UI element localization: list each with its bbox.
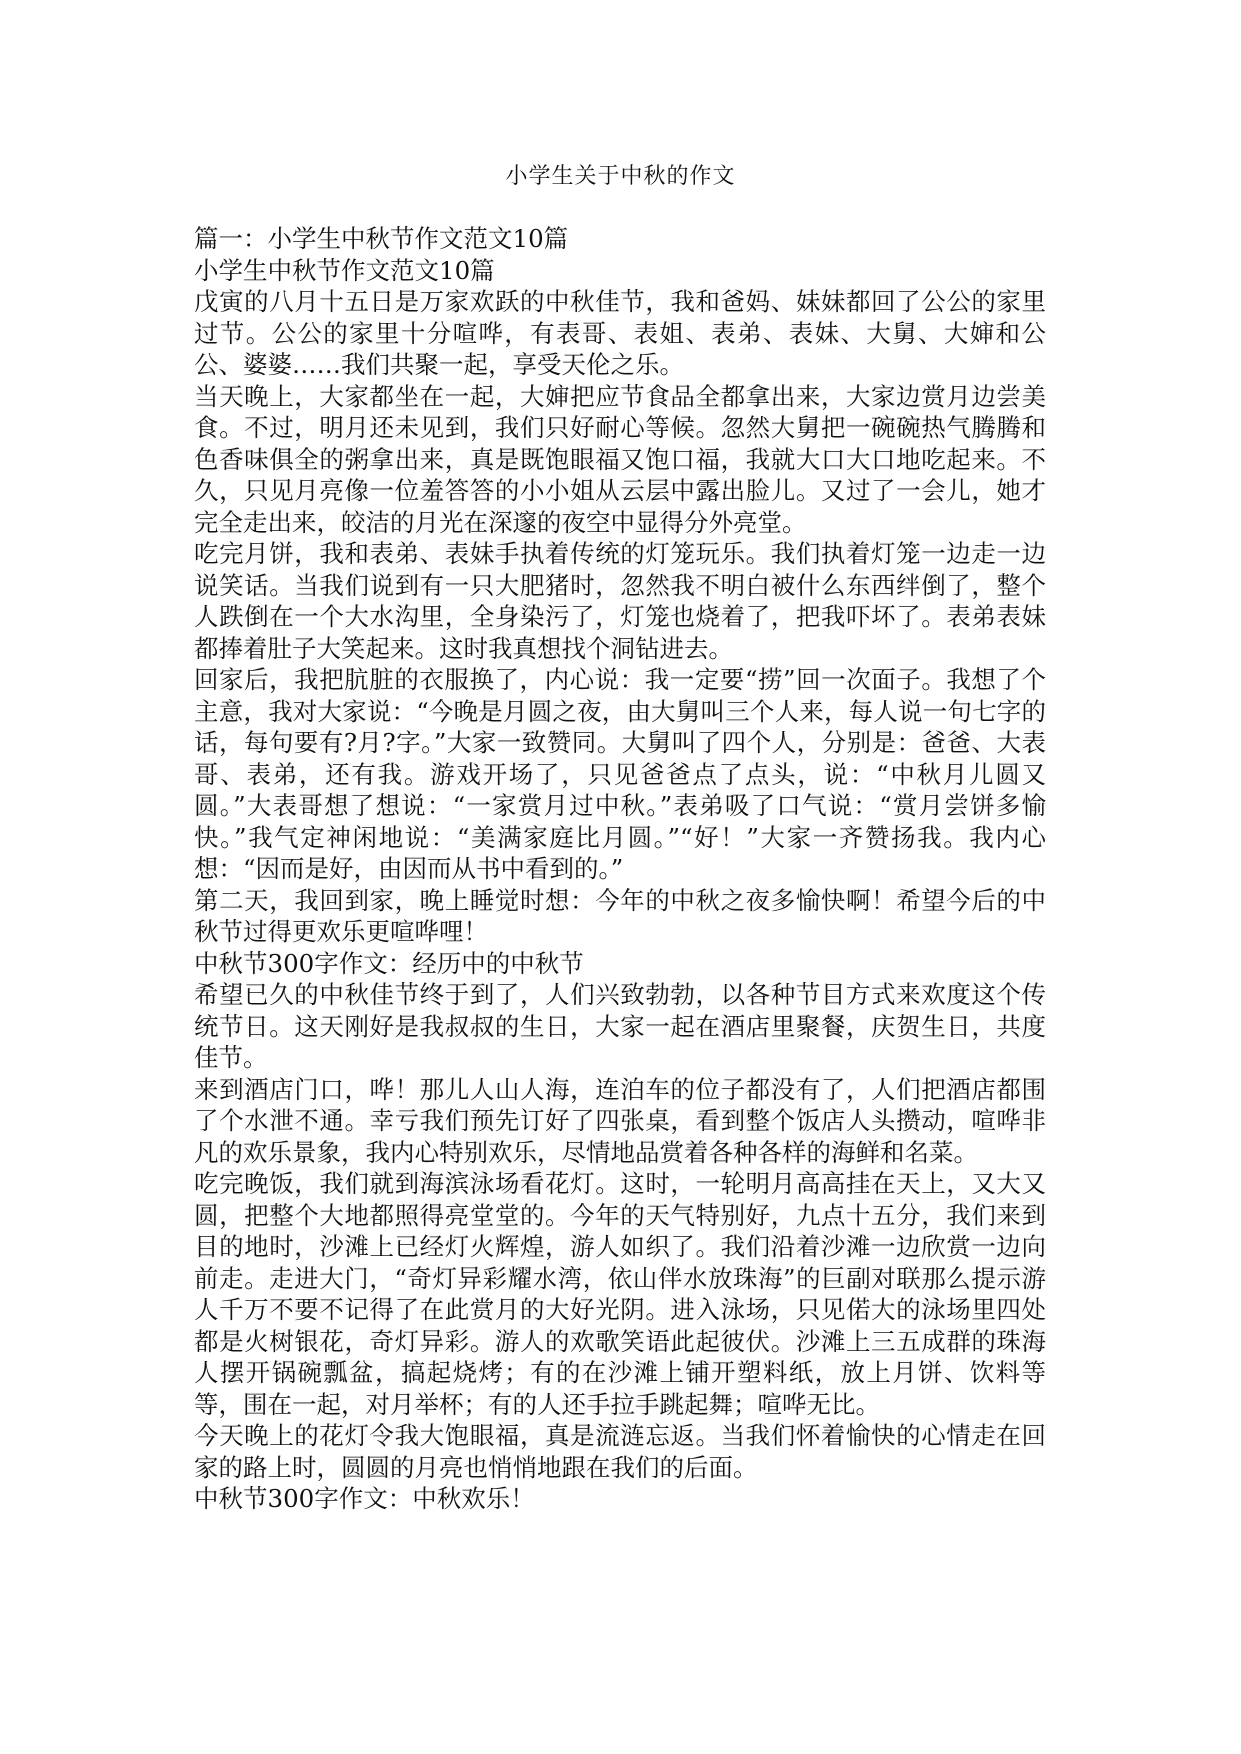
document-body xyxy=(194,223,1046,1515)
paragraph: 吃完晚饭，我们就到海滨泳场看花灯。这时，一轮明月高高挂在天上，又大又圆，把整个大地都照得亮堂堂的。今年的天气特别好，九点十五分，我们来到目的地时，沙滩上已经灯火辉煌，游人如织了。我们沿着沙滩一边欣赏一边向前走。走进大门，“奇灯异彩耀水湾，依山伴水放珠海”的巨副对联那么提示游人千万不要不记得了在此赏月的大好光阴。进入泳场，只见偌大的泳场里四处都是火树银花，奇灯异彩。游人的欢歌笑语此起彼伏。沙滩上三五成群的珠海人摆开锅碗瓢盆，搞起烧烤；有的在沙滩上铺开塑料纸，放上月饼、饮料等等，围在一起，对月举杯；有的人还手拉手跳起舞；喧哗无比。 xyxy=(194,1169,1046,1419)
paragraph: 今天晚上的花灯令我大饱眼福，真是流涟忘返。当我们怀着愉快的心情走在回家的路上时，圆圆的月亮也悄悄地跟在我们的后面。 xyxy=(194,1421,1046,1482)
paragraph: 第二天，我回到家，晚上睡觉时想：今年的中秋之夜多愉快啊！希望今后的中秋节过得更欢乐更喧哗哩！ xyxy=(194,885,1046,946)
paragraph: 回家后，我把肮脏的衣服换了，内心说：我一定要“捞”回一次面子。我想了个主意，我对大家说：“今晚是月圆之夜，由大舅叫三个人来，每人说一句七字的话，每句要有?月?字。”大家一致赞同。大舅叫了四个人，分别是：爸爸、大表哥、表弟，还有我。游戏开场了，只见爸爸点了点头，说：“中秋月儿圆又圆。”大表哥想了想说：“一家赏月过中秋。”表弟吸了口气说：“赏月尝饼多愉快。”我气定神闲地说：“美满家庭比月圆。”“好！”大家一齐赞扬我。我内心想：“因而是好，由因而从书中看到的。” xyxy=(194,665,1046,883)
paragraph: 希望已久的中秋佳节终于到了，人们兴致勃勃，以各种节目方式来欢度这个传统节日。这天刚好是我叔叔的生日，大家一起在酒店里聚餐，庆贺生日，共度佳节。 xyxy=(194,980,1046,1072)
document-title: 小学生关于中秋的作文 xyxy=(505,164,736,189)
paragraph: 吃完月饼，我和表弟、表妹手执着传统的灯笼玩乐。我们执着灯笼一边走一边说笑话。当我们说到有一只大肥猪时，忽然我不明白被什么东西绊倒了，整个人跌倒在一个大水沟里，全身染污了，灯笼也烧着了，把我吓坏了。表弟表妹都捧着肚子大笑起来。这时我真想找个洞钻进去。 xyxy=(194,539,1046,663)
paragraph: 来到酒店门口，哗！那儿人山人海，连泊车的位子都没有了，人们把酒店都围了个水泄不通。幸亏我们预先订好了四张桌，看到整个饭店人头攒动，喧哗非凡的欢乐景象，我内心特别欢乐，尽情地品赏着各种各样的海鲜和名菜。 xyxy=(194,1074,1046,1167)
essay-heading: 中秋节300字作文：经历中的中秋节 xyxy=(194,948,584,978)
paragraph: 当天晚上，大家都坐在一起，大婶把应节食品全都拿出来，大家边赏月边尝美食。不过，明月还未见到，我们只好耐心等候。忽然大舅把一碗碗热气腾腾和色香味俱全的粥拿出来，真是既饱眼福又饱口福，我就大口大口地吃起来。不久，只见月亮像一位羞答答的小小姐从云层中露出脸儿。又过了一会儿，她才完全走出来，皎洁的月光在深邃的夜空中显得分外亮堂。 xyxy=(194,381,1046,537)
paragraph: 戊寅的八月十五日是万家欢跃的中秋佳节，我和爸妈、妹妹都回了公公的家里过节。公公的家里十分喧哗，有表哥、表姐、表弟、表妹、大舅、大婶和公公、婆婆……我们共聚一起，享受天伦之乐。 xyxy=(194,287,1046,379)
section-heading: 篇一：小学生中秋节作文范文10篇 xyxy=(194,224,569,253)
essay-heading: 中秋节300字作文：中秋欢乐！ xyxy=(194,1484,535,1513)
subheading: 小学生中秋节作文范文10篇 xyxy=(194,255,495,285)
